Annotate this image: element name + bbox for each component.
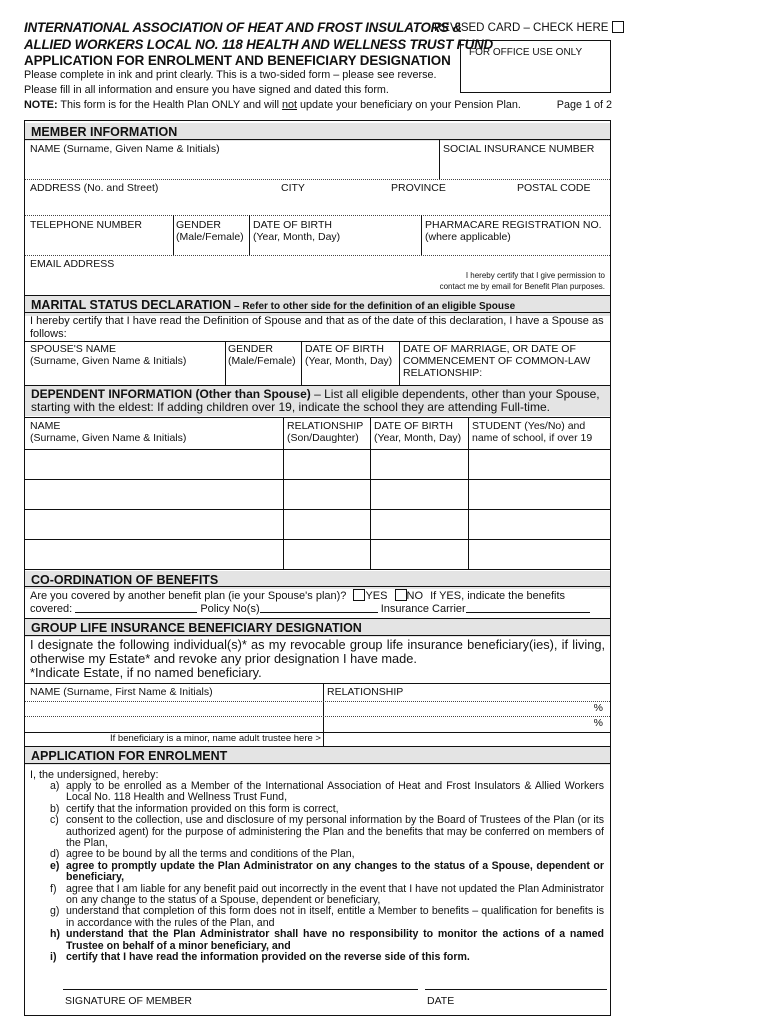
- note-text-a: This form is for the Health Plan ONLY and will: [57, 99, 283, 111]
- trustee-field[interactable]: [324, 733, 610, 745]
- pharmacare-field[interactable]: PHARMACARE REGISTRATION NO. (where applicable): [425, 219, 602, 243]
- policy-number-field[interactable]: [260, 603, 378, 613]
- dependent-relationship-header: RELATIONSHIP (Son/Daughter): [287, 420, 364, 444]
- benefits-covered-field[interactable]: [75, 603, 197, 613]
- application-heading: APPLICATION FOR ENROLMENT: [25, 747, 610, 765]
- member-name-field[interactable]: NAME (Surname, Given Name & Initials): [30, 143, 220, 155]
- intro-line-2: Please fill in all information and ensure you have signed and dated this form.: [24, 84, 389, 96]
- spouse-dob-field[interactable]: DATE OF BIRTH (Year, Month, Day): [305, 343, 393, 367]
- insurance-carrier-field[interactable]: [466, 603, 590, 613]
- email-consent: I hereby certify that I give permission to contact me by email for Benefit Plan purposes.: [439, 271, 605, 291]
- life-insurance-heading: GROUP LIFE INSURANCE BENEFICIARY DESIGNATION: [25, 619, 610, 637]
- coordination-question: Are you covered by another benefit plan (ie your Spouse's plan)? YES NO If YES, indicate the benefits: [30, 590, 566, 602]
- beneficiary-1-percent[interactable]: %: [593, 702, 603, 714]
- dependent-row-4[interactable]: [25, 540, 283, 569]
- sin-field[interactable]: SOCIAL INSURANCE NUMBER: [443, 143, 595, 155]
- term-c: c) consent to the collection, use and disclosure of my personal information by the Board of Trustees of the Plan (or its authorized agent) for the purpose of administering the Plan and the benefits that may be conferred on members of the Plan,: [50, 814, 604, 850]
- dependent-row-2[interactable]: [25, 480, 283, 509]
- application-terms-list: [30, 781, 604, 964]
- spouse-name-field[interactable]: SPOUSE'S NAME (Surname, Given Name & Initials): [30, 343, 187, 367]
- dependent-dob-header: DATE OF BIRTH (Year, Month, Day): [374, 420, 462, 444]
- term-d: d) agree to be bound by all the terms and conditions of the Plan,: [50, 848, 355, 861]
- term-g: g) understand that completion of this form does not in itself, entitle a Member to benefits – qualification for benefits is in accordance with the rules of the Plan, and: [50, 905, 604, 929]
- dependent-student-header: STUDENT (Yes/No) and name of school, if over 19: [472, 420, 593, 444]
- telephone-field[interactable]: TELEPHONE NUMBER: [30, 219, 143, 231]
- date-label: DATE: [427, 995, 455, 1007]
- application-intro: I, the undersigned, hereby:: [30, 769, 159, 781]
- revised-card-label: REVISED CARD – CHECK HERE: [434, 22, 609, 34]
- term-e: e) agree to promptly update the Plan Administrator on any changes to the status of a Spouse, dependent or beneficiary,: [50, 859, 604, 884]
- form-title-line3: APPLICATION FOR ENROLMENT AND BENEFICIARY DESIGNATION: [24, 53, 451, 68]
- page-number: Page 1 of 2: [556, 99, 612, 111]
- marriage-date-field[interactable]: DATE OF MARRIAGE, OR DATE OF COMMENCEMENT OF COMMON-LAW RELATIONSHIP:: [403, 343, 591, 379]
- form-title-line1: INTERNATIONAL ASSOCIATION OF HEAT AND FROST INSULATORS &: [24, 20, 462, 35]
- term-h: h) understand that the Plan Administrator shall have no responsibility to monitor the actions of a named Trustee on behalf of a minor beneficiary, and: [50, 928, 604, 952]
- beneficiary-row-1[interactable]: [25, 702, 323, 716]
- coordination-yes-label: YES: [365, 590, 388, 602]
- coordination-details: covered: Policy No(s) Insurance Carrier: [30, 603, 605, 616]
- signature-line[interactable]: [63, 989, 418, 990]
- coordination-yes-checkbox[interactable]: [353, 589, 365, 601]
- term-b: b) certify that the information provided on this form is correct,: [50, 802, 339, 815]
- term-i: i) certify that I have read the information provided on the reverse side of this form.: [50, 951, 470, 964]
- signature-label: SIGNATURE OF MEMBER: [65, 995, 192, 1007]
- life-estate-note: *Indicate Estate, if no named beneficiary.: [30, 665, 262, 680]
- revised-card-checkbox[interactable]: [612, 21, 624, 33]
- postal-code-field[interactable]: POSTAL CODE: [517, 182, 591, 194]
- city-field[interactable]: CITY: [281, 182, 305, 194]
- spouse-gender-field[interactable]: GENDER (Male/Female): [228, 343, 296, 367]
- form-title-line2: ALLIED WORKERS LOCAL NO. 118 HEALTH AND WELLNESS TRUST FUND: [24, 37, 494, 52]
- beneficiary-name-header: NAME (Surname, First Name & Initials): [30, 686, 213, 698]
- note-line: [24, 99, 521, 111]
- intro-line-1: Please complete in ink and print clearly. This is a two-sided form – please see reverse.: [24, 69, 437, 81]
- gender-field[interactable]: GENDER (Male/Female): [176, 219, 244, 243]
- member-info-heading: MEMBER INFORMATION: [25, 123, 610, 141]
- dob-field[interactable]: DATE OF BIRTH (Year, Month, Day): [253, 219, 341, 243]
- term-f: f) agree that I am liable for any benefit paid out incorrectly in the event that I have not updated the Plan Administrator on any change to the status of a Spouse, dependent or beneficiary,: [50, 882, 604, 907]
- office-use-box: [460, 40, 611, 93]
- email-field[interactable]: EMAIL ADDRESS: [30, 258, 115, 270]
- dependent-row-3[interactable]: [25, 510, 283, 539]
- trustee-label: If beneficiary is a minor, name adult trustee here >: [110, 733, 321, 744]
- marital-status-heading: MARITAL STATUS DECLARATION – Refer to other side for the definition of an eligible Spouse: [25, 296, 610, 316]
- address-field[interactable]: ADDRESS (No. and Street): [30, 182, 159, 194]
- marital-declaration-text: I hereby certify that I have read the Definition of Spouse and that as of the date of this declaration, I have a Spouse as follows:: [30, 315, 604, 340]
- beneficiary-relationship-header: RELATIONSHIP: [327, 686, 404, 698]
- office-use-label: FOR OFFICE USE ONLY: [469, 47, 583, 58]
- note-label: NOTE:: [24, 99, 58, 111]
- dependent-row-1[interactable]: [25, 450, 283, 479]
- revised-card-option: [434, 21, 624, 34]
- note-not: not: [282, 99, 298, 111]
- province-field[interactable]: PROVINCE: [391, 182, 446, 194]
- coordination-heading: CO-ORDINATION OF BENEFITS: [25, 571, 610, 589]
- enrolment-form: [24, 120, 611, 1016]
- date-line[interactable]: [425, 989, 607, 990]
- coordination-no-label: NO: [406, 590, 424, 602]
- dependent-info-heading: DEPENDENT INFORMATION (Other than Spouse) – List all eligible dependents, other than your Spouse, starting with the eldest: If adding children over 19, indicate the school they are attending Full-time.: [25, 386, 610, 416]
- beneficiary-row-2[interactable]: [25, 717, 323, 731]
- term-a: a) apply to be enrolled as a Member of the International Association of Heat and Frost Insulators & Allied Workers Local No. 118 Health and Wellness Trust Fund,: [50, 780, 604, 804]
- beneficiary-2-percent[interactable]: %: [593, 717, 603, 729]
- dependent-name-header: NAME (Surname, Given Name & Initials): [30, 420, 187, 444]
- life-designation-text: I designate the following individual(s)* as my revocable group life insurance beneficiary(ies), if living, otherwise my Estate* and revoke any prior designation I have made.: [30, 637, 605, 666]
- note-text-b: update your beneficiary on your Pension Plan.: [297, 99, 521, 111]
- coordination-no-checkbox[interactable]: [395, 589, 407, 601]
